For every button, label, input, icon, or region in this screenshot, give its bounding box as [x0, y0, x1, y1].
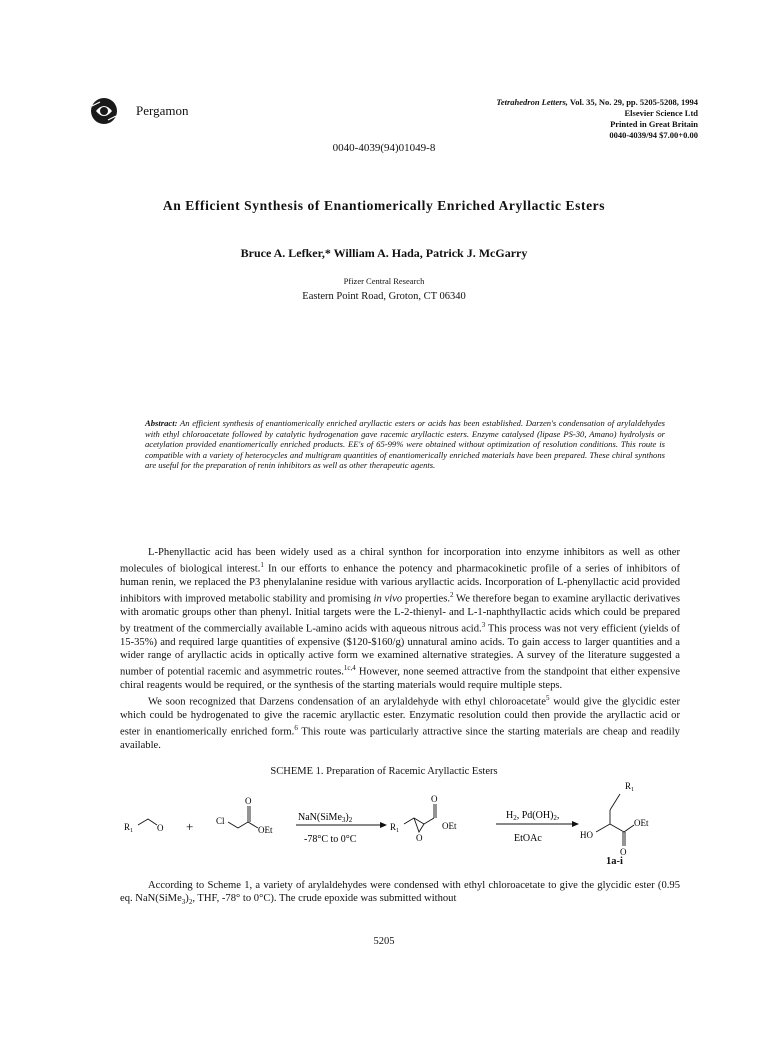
carbonyl-o-label: O [245, 796, 252, 806]
paragraph-intro: L-Phenyllactic acid has been widely used as a chiral synthon for incorporation into enzyme inhibitors as well as other molecules of biological interest.$^1$ In our efforts to enhance the potency and pharmacokinetic profile of a series of inhibitors of human renin, we replaced the P3 phenylalanine residue with various aryllactic acids. Incorporation of L-phenyllactic acid provided inhibitors with improved metabolic stability and promising in vivo properties.$^2$ We therefore began to examine aryllactic derivatives with aromatic groups other than phenyl. Initial targets were the L-2-thienyl- and L-1-naphthyllactic acids which could be prepared by treatment of the commercially available L-amino acids with aqueous nitrous acid.$^3$ This process was not very efficient (yields of 15-35%) and required large quantities of expensive ($120-$160/g) unnatural amino acids. To gain access to larger quantities and a wider range of aryllactic acids in optically active form we examined alternative strategies. A survey of the literature suggested a number of potential racemic and asymmetric routes.$^{1c,4}$ However, none seemed attractive from the standpoint that either expensive chiral reagents would be required, or the synthesis of the starting materials would require multiple steps. [120, 547, 680, 691]
ref-1: 1 [260, 561, 264, 570]
paragraph-scheme-description: According to Scheme 1, a variety of arylaldehydes were condensed with ethyl chloroacetate to give the glycidic ester (0.95 eq. $NaN(SiMe_3)_2$, THF, -78° to 0°C). The crude epoxide was submitted without [120, 880, 680, 907]
journal-price: 0040-4039/94 $7.00+0.00 [609, 130, 698, 140]
reaction-scheme [110, 778, 690, 868]
pergamon-logo-icon [88, 96, 132, 126]
conditions-1: -78°C to 0°C [304, 834, 357, 845]
glycidic-ester-structure [390, 794, 457, 843]
conditions-2: EtOAc [514, 833, 542, 844]
journal-printed: Printed in Great Britain [610, 119, 698, 129]
reaction-arrow-2 [496, 810, 579, 844]
chloroacetate-structure [216, 796, 273, 835]
paragraph-darzens: We soon recognized that Darzens condensation of an arylaldehyde with ethyl chloroacetate$^5$ would give the glycidic ester which could be hydrogenated to give the racemic aryllactic ester. Enzymatic resolution could then provide the aryllactic acid or ester in enantiomerically enriched form.$^6$ This route was particularly attractive since the starting materials are cheap and readily available. [120, 694, 680, 751]
journal-publisher: Elsevier Science Ltd [624, 108, 698, 118]
r1-label-2: $R_1$ [390, 822, 400, 834]
scheme-title: SCHEME 1. Preparation of Racemic Aryllactic Esters [270, 766, 498, 777]
journal-info [398, 97, 698, 141]
compound-label: 1a-i [606, 856, 623, 867]
reagent-2: $H_2$, $Pd(OH)_2$, [506, 810, 560, 822]
ho-label: HO [580, 830, 593, 840]
ref-5: 5 [546, 694, 550, 702]
affiliation-address: Eastern Point Road, Groton, CT 06340 [302, 291, 466, 302]
abstract-text: An efficient synthesis of enantiomerically enriched aryllactic esters or acids has been established. Darzen's condensation of arylaldehydes with ethyl chloroacetate followed by catalytic hydrogenation gave racemic aryllactic esters. Enzyme catalysed (lipase PS-30, Amano) hydrolysis or acetylation provided enantiomerically enriched products. EE's of 65-99% were obtained without optimization of resolution conditions. This route is compatible with a variety of heterocycles and multigram quantities of enantiomerically enriched materials have been prepared. These chiral synthons are useful for the preparation of renin inhibitors as well as other therapeutic agents. [145, 418, 665, 471]
abstract [145, 418, 665, 471]
authors: Bruce A. Lefker,* William A. Hada, Patrick J. McGarry [240, 246, 528, 260]
affiliation-org: Pfizer Central Research [343, 276, 425, 286]
cl-label: Cl [216, 816, 225, 826]
reaction-arrow-1 [296, 812, 387, 845]
r1-label: $R_1$ [124, 822, 134, 834]
product-o-label: O [620, 847, 627, 857]
paper-title: An Efficient Synthesis of Enantiomerically Enriched Aryllactic Esters [162, 198, 606, 213]
epoxide-o-label: O [416, 833, 423, 843]
abstract-label: Abstract: [145, 418, 178, 428]
ref-3: 3 [481, 621, 486, 630]
ref-6: 6 [294, 723, 298, 732]
reagent-1: $NaN(SiMe_3)_2$ [298, 812, 353, 824]
doi-code: 0040-4039(94)01049-8 [332, 142, 436, 154]
r1-label-3: $R_1$ [625, 781, 635, 793]
publisher-name: Pergamon [136, 103, 189, 118]
oet-label-3: OEt [634, 818, 649, 828]
oet-label: OEt [258, 825, 273, 835]
aldehyde-o-label: O [157, 823, 164, 833]
aryllactic-ester-structure [580, 781, 649, 857]
page-number: 5205 [373, 936, 395, 947]
oet-label-2: OEt [442, 821, 457, 831]
ester-o-label: O [431, 794, 438, 804]
ref-2: 2 [449, 591, 454, 600]
plus-sign: + [186, 819, 194, 834]
journal-citation: Tetrahedron Letters, Vol. 35, No. 29, pp. 5205-5208, 1994 [496, 97, 698, 107]
aldehyde-structure [124, 819, 164, 834]
ref-4: 1c,4 [343, 664, 356, 673]
